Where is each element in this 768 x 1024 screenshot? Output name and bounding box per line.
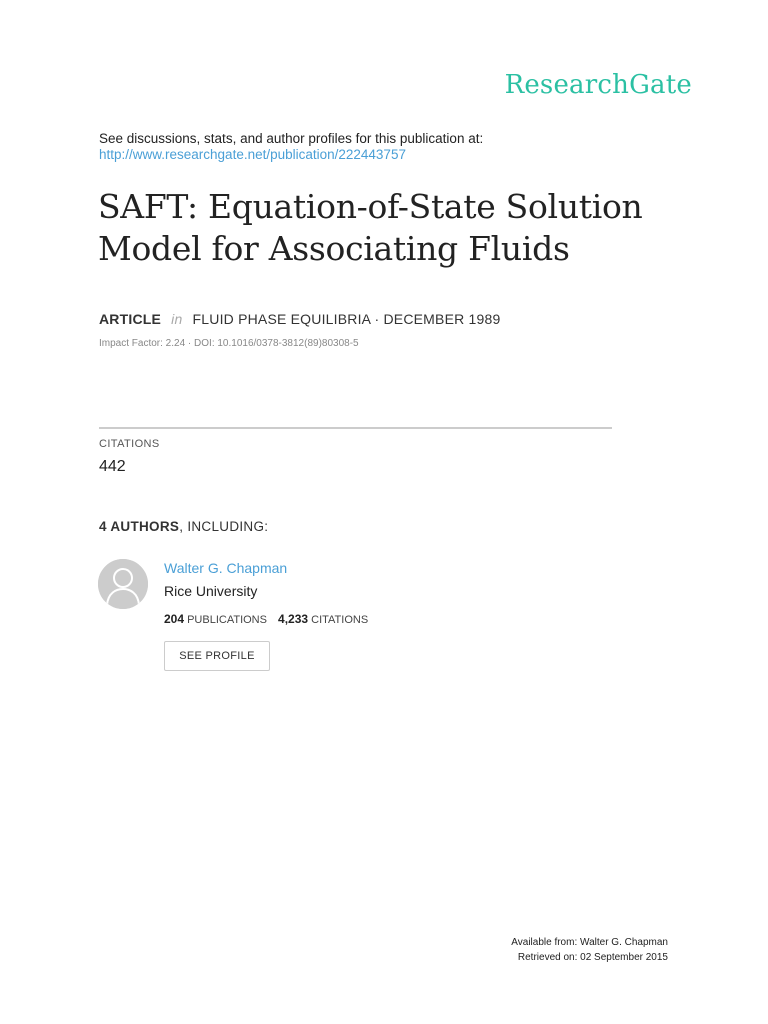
intro-text: See discussions, stats, and author profiles for this publication at: [99,131,484,146]
author-publications-label: PUBLICATIONS [187,614,267,626]
divider [99,427,612,429]
article-meta [99,311,500,327]
author-citations-label: CITATIONS [311,614,369,626]
retrieved-on: Retrieved on: 02 September 2015 [517,952,668,963]
intro-block [99,131,483,163]
citations-count: 442 [99,458,126,475]
available-from: Available from: Walter G. Chapman [511,937,668,948]
article-type: ARTICLE [99,311,162,327]
impact-doi-line: Impact Factor: 2.24 · DOI: 10.1016/0378-3812(89)80308-5 [99,338,359,349]
person-silhouette-icon[interactable] [98,559,148,609]
researchgate-logo[interactable]: ResearchGate [504,70,692,100]
authors-suffix: , INCLUDING: [179,519,269,534]
author-stats [164,612,368,626]
author-name-link[interactable]: Walter G. Chapman [164,560,288,576]
author-publications-count: 204 [164,612,185,626]
authors-count: 4 AUTHORS [99,519,180,534]
article-title: SAFT: Equation-of-State Solution Model for Associating Fluids [98,187,643,268]
author-institution: Rice University [164,583,258,599]
footer-info [511,935,668,965]
see-profile-button[interactable]: SEE PROFILE [164,641,270,671]
author-citations-count: 4,233 [278,612,309,626]
publication-link[interactable]: http://www.researchgate.net/publication/222443757 [99,147,406,162]
journal-date: FLUID PHASE EQUILIBRIA · DECEMBER 1989 [192,311,501,327]
authors-heading [99,519,268,534]
in-word: in [171,311,183,327]
citations-label: CITATIONS [99,438,160,450]
avatar-graphic [98,559,148,609]
